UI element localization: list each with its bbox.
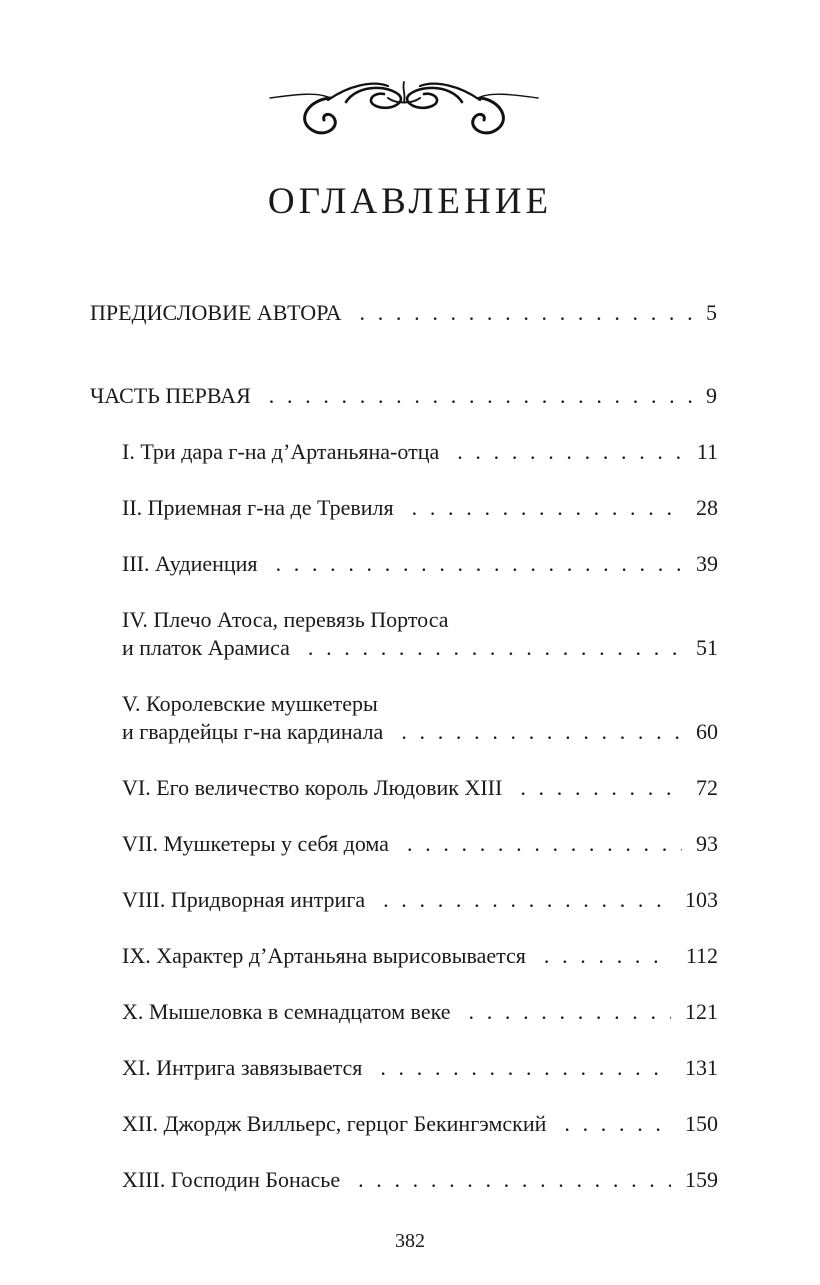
toc-entry-page: 159 [685,1167,718,1192]
toc-entry-page: 121 [685,999,718,1024]
dot-leader [276,550,682,578]
flourish-ornament-icon [268,72,540,138]
toc-entry-part-one[interactable] [90,382,717,410]
toc-entry-label: XI. Интрига завязывается [122,1055,363,1080]
dot-leader [457,438,683,466]
toc-entry-label: IX. Характер д’Артаньяна вырисовывается [122,943,526,968]
toc-entry-chapter[interactable] [122,690,718,746]
dot-leader [269,382,692,410]
toc-entry-page: 112 [685,943,718,968]
toc-entry-page: 11 [696,439,718,464]
toc-entry-label: XIII. Господин Бонасье [122,1167,341,1192]
toc-entry-chapter[interactable] [122,830,718,858]
toc-entry-label: III. Аудиенция [122,551,258,576]
toc-entry-label: XII. Джордж Вилльерс, герцог Бекингэмский [122,1111,547,1136]
toc-entry-chapter[interactable] [122,494,718,522]
toc-entry-label-line1: IV. Плечо Атоса, перевязь Портоса [122,607,449,632]
toc-entry-page: 72 [696,775,718,800]
toc-entry-chapter[interactable] [122,998,718,1026]
toc-entry-label-line2: и платок Арамиса [122,635,290,660]
toc-entry-label: X. Мышеловка в семнадцатом веке [122,999,451,1024]
dot-leader [544,942,672,970]
toc-entry-preface[interactable] [90,299,717,327]
toc-entry-chapter[interactable] [122,1166,718,1194]
toc-entry-chapter[interactable] [122,550,718,578]
toc-entry-label-line1: V. Королевские мушкетеры [122,691,378,716]
toc-entry-label: ПРЕДИСЛОВИЕ АВТОРА [90,300,342,325]
toc-entry-label: VII. Мушкетеры у себя дома [122,831,389,856]
toc-entry-chapter[interactable] [122,942,718,970]
dot-leader [360,299,692,327]
toc-entry-chapter[interactable] [122,1054,718,1082]
dot-leader [401,718,682,746]
toc-entry-page: 60 [696,719,718,744]
toc-entry-label: VIII. Придворная интрига [122,887,366,912]
dot-leader [412,494,682,522]
toc-entry-page: 9 [706,383,717,408]
toc-entry-chapter[interactable] [122,774,718,802]
toc-entry-page: 131 [685,1055,718,1080]
toc-entry-chapter[interactable] [122,1110,718,1138]
toc-entry-label: II. Приемная г-на де Тревиля [122,495,394,520]
toc-entry-chapter[interactable] [122,886,718,914]
toc-entry-label-line2: и гвардейцы г-на кардинала [122,719,384,744]
toc-entry-label: VI. Его величество король Людовик XIII [122,775,503,800]
dot-leader [564,1110,671,1138]
dot-leader [380,1054,671,1082]
toc-entry-label: ЧАСТЬ ПЕРВАЯ [90,383,251,408]
toc-entry-page: 51 [696,635,718,660]
toc-entry-label: I. Три дара г-на д’Артаньяна-отца [122,439,440,464]
toc-entry-chapter[interactable] [122,606,718,662]
toc-entry-page: 103 [685,887,718,912]
toc-entry-page: 150 [685,1111,718,1136]
dot-leader [469,998,672,1026]
toc-entry-page: 5 [706,300,717,325]
page-number: 382 [395,1230,425,1252]
toc-entry-page: 93 [696,831,718,856]
toc-entry-page: 39 [696,551,718,576]
dot-leader [358,1166,671,1194]
dot-leader [520,774,682,802]
dot-leader [407,830,682,858]
toc-entry-page: 28 [696,495,718,520]
contents-title: ОГЛАВЛЕНИЕ [267,181,553,222]
dot-leader [308,634,682,662]
toc-entry-chapter[interactable] [122,438,718,466]
dot-leader [383,886,671,914]
